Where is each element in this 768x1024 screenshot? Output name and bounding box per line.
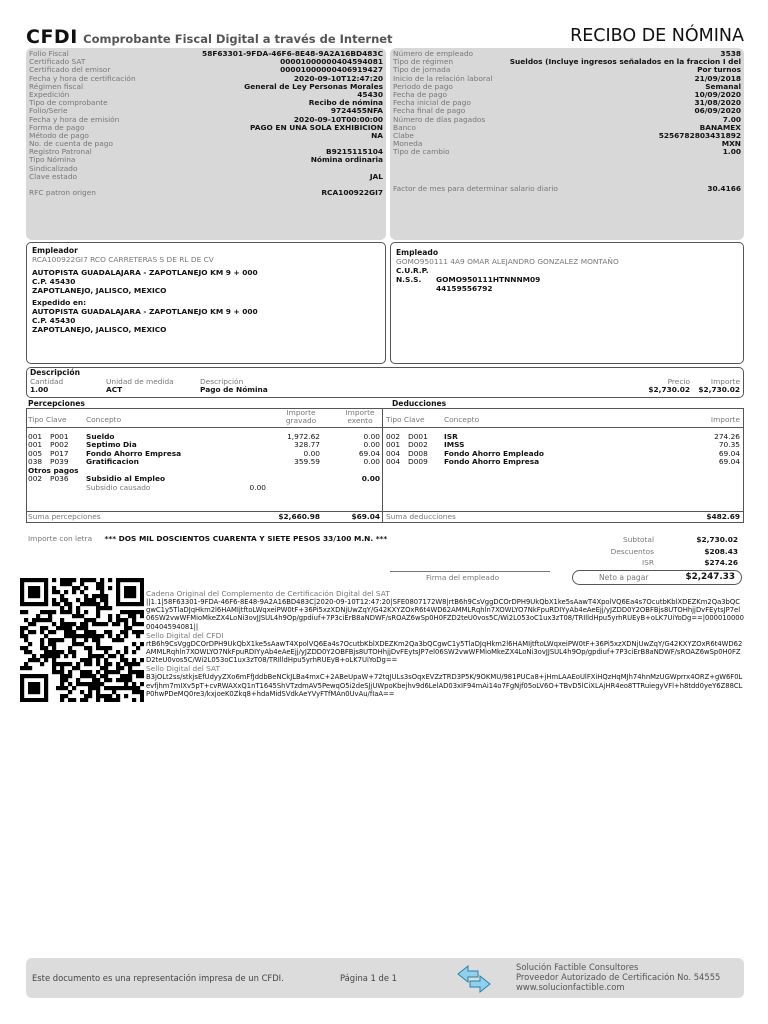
employee-info-label: Número de empleado	[393, 50, 474, 58]
fiscal-info-row	[29, 99, 383, 107]
fiscal-info-value: 2020-09-10T00:00:00	[293, 115, 383, 124]
qr-code	[20, 578, 144, 702]
perc-exento: 0.00	[363, 440, 380, 450]
pd-sum-line	[26, 511, 744, 512]
employee-info-row	[393, 58, 741, 66]
total-value: $2,730.02	[696, 535, 738, 544]
subsidio-value: 0.00	[249, 483, 266, 492]
ded-tipo: 002	[386, 432, 401, 441]
document-header	[26, 26, 744, 48]
empleado-rfc-name: GOMO950111 4A9 OMAR ALEJANDRO GONZALEZ MONTAÑO	[396, 257, 619, 266]
ded-concepto: Fondo Ahorro Empresa	[444, 457, 540, 467]
otros-concepto: Subsidio al Empleo	[86, 474, 166, 483]
employee-info-row	[393, 83, 741, 91]
suma-perc-label: Suma percepciones	[28, 512, 101, 521]
suma-perc-gravado: $2,660.98	[278, 512, 320, 521]
total-label: ISR	[641, 558, 654, 567]
otros-pagos-title: Otros pagos	[28, 466, 79, 475]
fiscal-info-value: NA	[371, 131, 383, 140]
cadena-text: ||1.1|58F63301-9FDA-46F6-8E48-9A2A16BD483C|2020-09-10T12:47:20|SFE0807172W8|rtB6h9CsVggDCOrDPH9UkQbX1ke5sAawT4XpolVQ6Ea4s7OcutbKblXDEZKm2Qa3bQCgwC1y5TlaDJqHkm2l6HAMIjtftoLWqxeiPW0tF+36Pi5xzXDNjUwZqY/G42KXYZOxR6t4WD62AMMLRqhln7XOWLYO7NkFpuRDIYyAb4eAeEjj/yJZDD0Y2OBFBjs8UTOHhjjDvFEytsJP7el06SW2vwWFMioMkeZX4LoNi3ovJJSUL4h9Op/gpdiuf+7P3ciErB8aNDWF/sROAZ6wSp0H0FZD2teU0vos5C/Wi2L053oC1ux3zT08/TRIlldHpu5yrhRUEyB+oLK7UiYoDg==|00001000000404594081||	[146, 598, 744, 631]
rfc-patron-label: RFC patron origen	[29, 189, 96, 197]
fiscal-info-label: Fecha y hora de emisión	[29, 115, 120, 124]
sello-sat-title: Sello Digital del SAT	[146, 664, 220, 674]
fiscal-info-value: Nómina ordinaria	[310, 156, 383, 165]
nss-value: 44159556792	[436, 284, 493, 293]
employee-info-row	[393, 99, 741, 107]
cfdi-subtitle: Comprobante Fiscal Digital a través de Internet	[83, 32, 393, 46]
employee-info-value: Sueldos (Incluye ingresos señalados en la fraccion I del	[509, 58, 741, 67]
deducciones-title: Deducciones	[392, 399, 447, 408]
desc-h-precio: Precio	[667, 377, 690, 386]
empleador-address: AUTOPISTA GUADALAJARA - ZAPOTLANEJO KM 9 + 000	[32, 268, 258, 277]
expedido-address: AUTOPISTA GUADALAJARA - ZAPOTLANEJO KM 9 + 000	[32, 307, 258, 316]
sello-cfdi-title: Sello Digital del CFDI	[146, 630, 224, 640]
fiscal-info-row	[29, 156, 383, 164]
employee-info-row	[393, 66, 741, 74]
suma-perc-exento: $69.04	[351, 512, 380, 521]
fiscal-info-label: Registro Patronal	[29, 148, 92, 157]
empleado-box	[390, 242, 744, 364]
total-value: $208.43	[704, 546, 738, 556]
employee-info-row	[393, 50, 741, 58]
ded-tipo: 001	[386, 440, 401, 450]
fiscal-info-row	[29, 132, 383, 140]
fiscal-info-label: Certificado del emisor	[29, 66, 111, 75]
suma-ded-label: Suma deducciones	[386, 512, 456, 521]
fiscal-info-row	[29, 165, 383, 173]
perc-h-exento: Importe exento	[345, 408, 375, 425]
ded-concepto: IMSS	[444, 440, 465, 450]
expedido-cp: C.P. 45430	[32, 316, 76, 325]
deduccion-row	[386, 432, 740, 440]
employee-info-value: 10/09/2020	[694, 90, 741, 99]
rfc-patron-value: RCA100922GI7	[321, 189, 383, 197]
fiscal-info-row	[29, 140, 383, 148]
deduccion-row	[386, 457, 740, 465]
employee-info-label: Tipo de régimen	[393, 58, 454, 67]
perc-clave: P039	[50, 457, 69, 467]
otros-pago-row	[28, 474, 380, 483]
ded-h-concepto: Concepto	[444, 415, 480, 424]
fiscal-info-value: 45430	[357, 90, 383, 99]
employee-info-row	[393, 148, 741, 156]
perc-gravado: 1,972.62	[287, 432, 320, 441]
fiscal-info-value: 58F63301-9FDA-46F6-8E48-9A2A16BD483C	[202, 50, 383, 58]
curp-value: GOMO950111HTNNNM09	[436, 275, 541, 284]
total-row	[590, 535, 740, 547]
employee-info-row	[393, 116, 741, 124]
footer-cert: Proveedor Autorizado de Certificación No. 54555	[516, 972, 721, 982]
total-value: $274.26	[704, 558, 738, 567]
ded-clave: D008	[408, 448, 428, 458]
perc-tipo: 001	[28, 440, 43, 450]
perc-h-tipo: Tipo Clave	[28, 415, 67, 424]
perc-concepto: Gratificacion	[86, 457, 139, 467]
employee-info-list	[393, 50, 741, 156]
fiscal-info-value: B9215115104	[325, 148, 383, 157]
employee-info-label: Clabe	[393, 131, 414, 140]
fiscal-info-value: 00001000000404594081	[280, 58, 383, 67]
empleador-city: ZAPOTLANEJO, JALISCO, MEXICO	[32, 286, 167, 295]
subsidio-label: Subsidio causado	[86, 483, 151, 492]
empleador-cp: C.P. 45430	[32, 277, 76, 286]
desc-h-importe: Importe	[710, 377, 740, 386]
perc-exento: 0.00	[363, 432, 380, 441]
footer-page: Página 1 de 1	[340, 973, 398, 983]
fiscal-info-label: Método de pago	[29, 131, 89, 140]
desc-cantidad: 1.00	[30, 385, 49, 394]
pd-divider	[382, 408, 383, 523]
fiscal-info-row	[29, 124, 383, 132]
fiscal-info-label: Folio Fiscal	[29, 50, 69, 58]
employee-info-panel	[390, 48, 744, 240]
fiscal-info-value: Recibo de nómina	[308, 99, 383, 108]
employee-info-value: 21/09/2018	[694, 74, 741, 83]
fiscal-info-label: Fecha y hora de certificación	[29, 74, 136, 83]
percepcion-row	[28, 432, 380, 440]
percepciones-title: Percepciones	[28, 399, 85, 408]
employee-info-row	[393, 107, 741, 115]
empleado-title: Empleado	[396, 248, 439, 257]
percepcion-row	[28, 457, 380, 465]
desc-unidad: ACT	[106, 385, 123, 394]
ded-importe: 69.04	[718, 457, 740, 467]
fiscal-info-value: 9724455NFA	[330, 107, 383, 116]
desc-precio: $2,730.02	[648, 385, 690, 394]
footer-disclaimer: Este documento es una representación impresa de un CFDI.	[32, 973, 284, 983]
ded-concepto: ISR	[444, 432, 458, 441]
fiscal-info-row	[29, 148, 383, 156]
ded-concepto: Fondo Ahorro Empleado	[444, 448, 544, 458]
employee-info-label: Periodo de pago	[393, 82, 453, 91]
perc-clave: P002	[50, 440, 69, 450]
fiscal-info-label: Expedición	[29, 90, 70, 99]
curp-label: C.U.R.P.	[396, 266, 429, 275]
perc-gravado: 328.77	[294, 440, 320, 450]
employee-info-value: 31/08/2020	[694, 99, 741, 108]
total-row	[590, 558, 740, 570]
total-row	[590, 547, 740, 559]
fiscal-info-label: Sindicalizado	[29, 164, 78, 173]
employee-info-row	[393, 124, 741, 132]
rfc-patron-row	[29, 189, 383, 197]
importe-letra-value: *** DOS MIL DOSCIENTOS CUARENTA Y SIETE PESOS 33/100 M.N. ***	[104, 534, 388, 543]
ded-importe: 70.35	[718, 440, 740, 450]
fiscal-info-value: 00001000000406919427	[280, 66, 383, 75]
footer-provider	[516, 962, 720, 992]
descripcion-box	[26, 367, 744, 398]
deduccion-row	[386, 449, 740, 457]
perc-concepto: Sueldo	[86, 432, 115, 441]
employee-info-value: 5256782803431892	[658, 131, 741, 140]
employee-info-label: Tipo de cambio	[393, 148, 450, 157]
fiscal-info-row	[29, 50, 383, 58]
fiscal-info-row	[29, 58, 383, 66]
ded-clave: D002	[408, 440, 428, 450]
fiscal-info-label: No. de cuenta de pago	[29, 140, 113, 149]
employee-info-row	[393, 132, 741, 140]
desc-h-desc: Descripción	[200, 377, 244, 386]
desc-descripcion: Pago de Nómina	[200, 385, 268, 394]
ded-clave: D001	[408, 432, 428, 441]
cadena-title: Cadena Original del Complemento de Certificación Digital del SAT	[146, 589, 390, 598]
employee-info-value: Por turnos	[697, 66, 741, 75]
employee-info-value: MXN	[721, 140, 741, 149]
fiscal-info-row	[29, 173, 383, 181]
employee-info-value: 06/09/2020	[694, 107, 741, 116]
perc-tipo: 001	[28, 432, 43, 441]
fiscal-info-label: Folio/Serie	[29, 107, 68, 116]
employee-info-row	[393, 75, 741, 83]
employee-info-row	[393, 140, 741, 148]
otros-exento: 0.00	[361, 474, 380, 483]
footer	[26, 958, 744, 998]
expedido-label: Expedido en:	[32, 298, 87, 307]
ded-tipo: 004	[386, 457, 401, 467]
deduccion-row	[386, 440, 740, 448]
fiscal-info-row	[29, 75, 383, 83]
firma-label: Firma del empleado	[426, 573, 500, 582]
employee-info-label: Moneda	[393, 140, 423, 149]
empleador-box	[26, 242, 386, 364]
percepciones-deducciones	[26, 399, 744, 532]
importe-letra-label: Importe con letra	[28, 534, 93, 543]
employee-info-value: 7.00	[722, 115, 741, 124]
nss-label: N.S.S.	[396, 275, 422, 284]
perc-gravado: 359.59	[294, 457, 320, 467]
perc-tipo: 038	[28, 457, 43, 467]
fiscal-info-list	[29, 50, 383, 181]
perc-exento: 69.04	[358, 448, 380, 458]
document-title: RECIBO DE NÓMINA	[570, 26, 744, 46]
employee-info-value: Semanal	[705, 82, 741, 91]
perc-h-concepto: Concepto	[86, 415, 122, 424]
footer-web[interactable]: www.solucionfactible.com	[516, 982, 625, 992]
fiscal-info-label: Régimen fiscal	[29, 82, 84, 91]
sello-cfdi-text: rtB6h9CsVggDCOrDPH9UkQbX1ke5sAawT4XpolVQ6Ea4s7OcutbKblXDEZKm2Qa3bQCgwC1y5TlaDJqHkm2l6HAMIjtftoLWqxeiPW0tF+36Pi5xzXDNjUwZqY/G42KXYZOxR6t4WD62AMMLRqhln7XOWLYO7NkFpuRDIYyAb4eAeEjj/yJZDD0Y2OBFBjs8UTOHhjjDvFEytsJP7el06SW2vwWFMioMkeZX4LoNi3ovJJSUL4h9Op/gpdiuf+7P3ciErB8aNDWF/sROAZ6wSp0H0FZD2teU0vos5C/Wi2L053oC1ux3zT08/TRIlldHpu5yrhRUEyB+oLK7UiYoDg==	[146, 639, 743, 665]
fiscal-info-value: 2020-09-10T12:47:20	[293, 74, 383, 83]
deducciones-rows	[386, 432, 740, 466]
fiscal-info-row	[29, 116, 383, 124]
perc-clave: P017	[50, 448, 69, 458]
fiscal-info-label: Tipo de comprobante	[29, 99, 108, 108]
desc-importe: $2,730.02	[698, 385, 740, 394]
perc-h-gravado: Importe gravado	[285, 408, 317, 425]
percepcion-row	[28, 440, 380, 448]
fiscal-info-value: PAGO EN UNA SOLA EXHIBICION	[250, 123, 383, 132]
fiscal-info-label: Clave estado	[29, 172, 78, 181]
qr-code-icon	[20, 578, 144, 702]
neto-label: Neto a pagar	[599, 573, 649, 582]
fiscal-info-row	[29, 91, 383, 99]
perc-gravado: 0.00	[303, 448, 320, 458]
employee-info-label: Fecha final de pago	[393, 107, 466, 116]
empleador-title: Empleador	[32, 246, 78, 255]
sello-sat-text: B3jOLt2ss/stkjsEfUdyyZXo6mFfJddbBeNCkJLBa4mxC+2ABeUpaW+72tqJULs3sOqxEVZzTRD3P5K/9OKMU/981PUCa8+jHmLAAEoUlFXiHQzHqMJh74hnMzUGWprrx4ORZ+gW6F0Levfjhm7mIXv5pT+cvRWAXxQ1nT1645ShVTzdmAV5PewqO5i2deSJjUWpoKbejhv9d6LelAD03xIF94mAi14o7FgNjf05oLV6O+TBvD5lCiXLAjHR4eo8TTRuiegyVFl+h8tdd0yeY6Z88CLP0hwPDeMQ0re3/kxjoeK0Zkq8+hdaMidSVdkAeYVyFTfMAn0UvAu/fIaA==	[146, 673, 743, 698]
otros-tipo: 002	[28, 474, 43, 483]
ded-h-tipo: Tipo Clave	[386, 415, 425, 424]
ded-tipo: 004	[386, 448, 401, 458]
factor-value: 30.4166	[707, 185, 741, 194]
employee-info-label: Banco	[393, 123, 416, 132]
solucion-factible-logo-icon	[454, 964, 494, 994]
fiscal-info-label: Tipo Nómina	[29, 156, 76, 165]
cfdi-title: CFDI	[26, 26, 78, 48]
footer-company: Solución Factible Consultores	[516, 962, 639, 972]
pd-header-line	[26, 427, 744, 428]
subsidio-row	[86, 483, 266, 492]
fiscal-info-label: Forma de pago	[29, 123, 85, 132]
employee-info-label: Fecha de pago	[393, 90, 448, 99]
empleado-ids	[396, 266, 738, 293]
otros-clave: P036	[50, 474, 69, 483]
fiscal-info-panel	[26, 48, 386, 240]
fiscal-info-label: Certificado SAT	[29, 58, 86, 67]
empleador-rfc-name: RCA100922GI7 RCO CARRETERAS S DE RL DE CV	[32, 255, 214, 264]
employee-info-label: Inicio de la relación laboral	[393, 74, 493, 83]
fiscal-info-row	[29, 83, 383, 91]
perc-clave: P001	[50, 432, 69, 441]
fiscal-info-row	[29, 66, 383, 74]
seals-block	[146, 589, 744, 698]
employee-info-value: 3538	[720, 50, 741, 58]
descripcion-table	[30, 377, 740, 393]
desc-h-unidad: Unidad de medida	[106, 377, 174, 386]
perc-exento: 0.00	[363, 457, 380, 467]
totals-list	[590, 535, 740, 570]
employee-info-value: 1.00	[722, 148, 741, 157]
perc-concepto: Fondo Ahorro Empresa	[86, 448, 182, 458]
fiscal-info-value: General de Ley Personas Morales	[244, 82, 383, 91]
expedido-city: ZAPOTLANEJO, JALISCO, MEXICO	[32, 325, 167, 334]
ded-importe: 274.26	[714, 432, 740, 441]
percepcion-row	[28, 449, 380, 457]
employee-info-row	[393, 91, 741, 99]
percepciones-rows	[28, 432, 380, 466]
total-label: Descuentos	[610, 546, 654, 556]
employee-info-label: Número de días pagados	[393, 115, 486, 124]
employee-info-label: Fecha inicial de pago	[393, 99, 471, 108]
ded-h-importe: Importe	[710, 415, 740, 424]
employee-info-label: Tipo de jornada	[393, 66, 451, 75]
total-label: Subtotal	[623, 535, 654, 544]
factor-label: Factor de mes para determinar salario diario	[393, 185, 558, 194]
ded-clave: D009	[408, 457, 428, 467]
ded-importe: 69.04	[718, 448, 740, 458]
descripcion-title: Descripción	[30, 368, 80, 377]
fiscal-info-value: JAL	[369, 172, 383, 181]
perc-tipo: 005	[28, 448, 43, 458]
factor-row	[393, 185, 741, 193]
employee-info-value: BANAMEX	[699, 123, 741, 132]
neto-box	[572, 570, 742, 585]
firma-line	[390, 571, 550, 572]
fiscal-info-row	[29, 107, 383, 115]
perc-concepto: Septimo Dia	[86, 440, 137, 450]
desc-h-cantidad: Cantidad	[30, 377, 64, 386]
neto-value: $2,247.33	[685, 572, 735, 582]
importe-letra-row	[28, 534, 448, 543]
suma-ded-value: $482.69	[706, 512, 740, 521]
